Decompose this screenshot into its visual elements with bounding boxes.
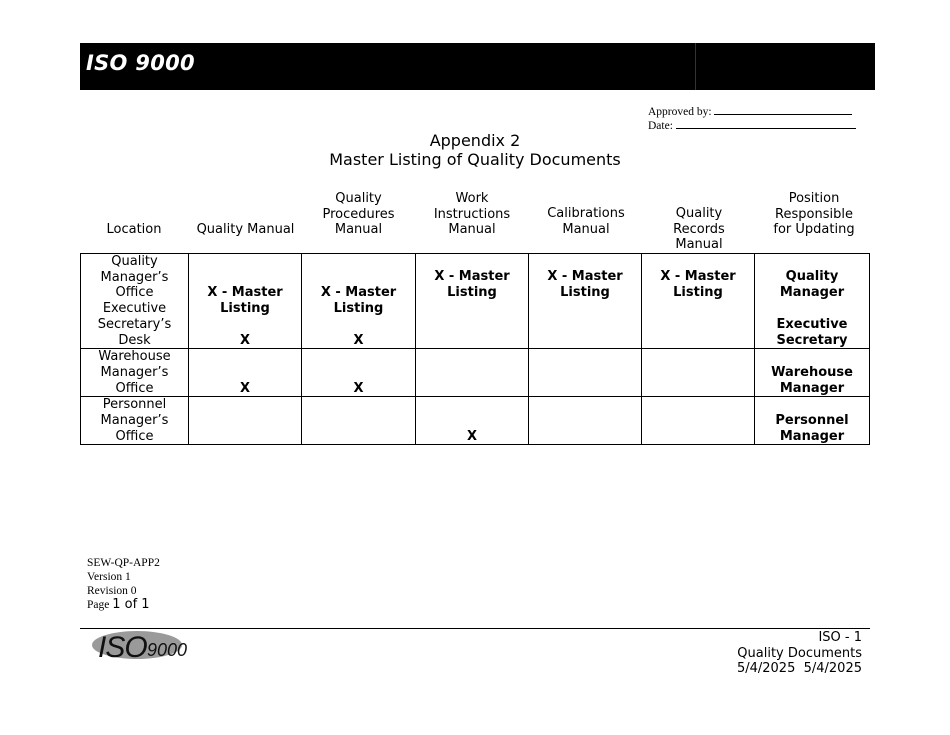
doc-version: Version 1 xyxy=(87,571,131,583)
doc-id: SEW-QP-APP2 xyxy=(87,557,160,569)
col-head-location: Location xyxy=(106,222,162,237)
header-divider xyxy=(695,43,696,90)
footer-dates: 5/4/2025 5/4/2025 xyxy=(736,661,862,677)
date-label: Date: xyxy=(648,120,673,132)
cell-quality-manual xyxy=(189,254,302,349)
cell-calibrations xyxy=(529,254,642,349)
cell-records xyxy=(642,397,755,445)
title-line1: Appendix 2 xyxy=(429,131,521,150)
location-text: Warehouse Manager’s Office xyxy=(98,349,171,396)
col-head-position: Position Responsible for Updating xyxy=(773,191,855,238)
footer-right xyxy=(737,630,862,677)
cell-text: X - Master Listing xyxy=(320,285,397,316)
col-head-procedures-manual: Quality Procedures Manual xyxy=(322,191,395,238)
cell-work-instructions: X xyxy=(416,397,529,445)
header-title: ISO 9000 xyxy=(86,51,195,75)
location-text: Quality Manager’s Office xyxy=(100,254,169,301)
col-head-work-instructions: Work Instructions Manual xyxy=(433,191,511,238)
cell-text: Quality Manager xyxy=(779,269,845,301)
approved-by-label: Approved by: xyxy=(648,106,712,118)
iso9000-logo-icon xyxy=(92,627,192,663)
page-number: 1 of 1 xyxy=(112,597,150,612)
cell-records xyxy=(642,254,755,349)
cell-text: X xyxy=(353,332,364,348)
cell-records xyxy=(642,349,755,397)
table-row xyxy=(81,254,870,349)
cell-work-instructions xyxy=(416,349,529,397)
cell-location xyxy=(81,254,189,349)
approval-block xyxy=(648,105,856,133)
cell-text: X - Master Listing xyxy=(547,269,623,300)
document-table xyxy=(80,253,870,445)
cell-procedures-manual: X xyxy=(302,349,416,397)
cell-calibrations xyxy=(529,349,642,397)
title-line2: Master Listing of Quality Documents xyxy=(329,150,621,169)
cell-text: Personnel Manager xyxy=(775,413,849,444)
svg-text:ISO: ISO xyxy=(98,631,147,663)
table-row xyxy=(81,397,870,445)
header-bar xyxy=(80,43,875,90)
cell-text: X - Master Listing xyxy=(660,269,736,300)
cell-text: X - Master Listing xyxy=(207,285,283,316)
cell-work-instructions xyxy=(416,254,529,349)
cell-text: Warehouse Manager xyxy=(771,364,853,396)
cell-procedures-manual xyxy=(302,254,416,349)
svg-text:9000: 9000 xyxy=(147,640,188,660)
table-row xyxy=(81,349,870,397)
cell-position xyxy=(755,397,870,445)
cell-location xyxy=(81,397,189,445)
footer-iso-ref: ISO - 1 xyxy=(818,630,862,645)
col-head-calibrations: Calibrations Manual xyxy=(547,206,625,237)
cell-position xyxy=(755,349,870,397)
cell-position xyxy=(755,254,870,349)
cell-text: X - Master Listing xyxy=(434,269,510,300)
cell-quality-manual: X xyxy=(189,349,302,397)
location-text: Executive Secretary’s Desk xyxy=(97,301,172,348)
col-head-quality-manual: Quality Manual xyxy=(196,222,295,237)
doc-revision: Revision 0 xyxy=(87,585,137,597)
cell-text: Executive Secretary xyxy=(776,316,848,348)
cell-calibrations xyxy=(529,397,642,445)
date-field[interactable] xyxy=(676,119,856,129)
page-label: Page xyxy=(87,599,110,611)
footer-divider xyxy=(80,628,870,629)
col-head-records: Quality Records Manual xyxy=(673,206,725,253)
location-text: Personnel Manager’s Office xyxy=(100,397,169,444)
cell-location xyxy=(81,349,189,397)
approved-by-field[interactable] xyxy=(714,105,852,115)
footer-doc-title: Quality Documents xyxy=(737,645,862,661)
document-title xyxy=(0,131,950,169)
cell-text: X xyxy=(239,332,251,348)
cell-procedures-manual xyxy=(302,397,416,445)
cell-quality-manual xyxy=(189,397,302,445)
footer-doc-info xyxy=(87,556,160,612)
